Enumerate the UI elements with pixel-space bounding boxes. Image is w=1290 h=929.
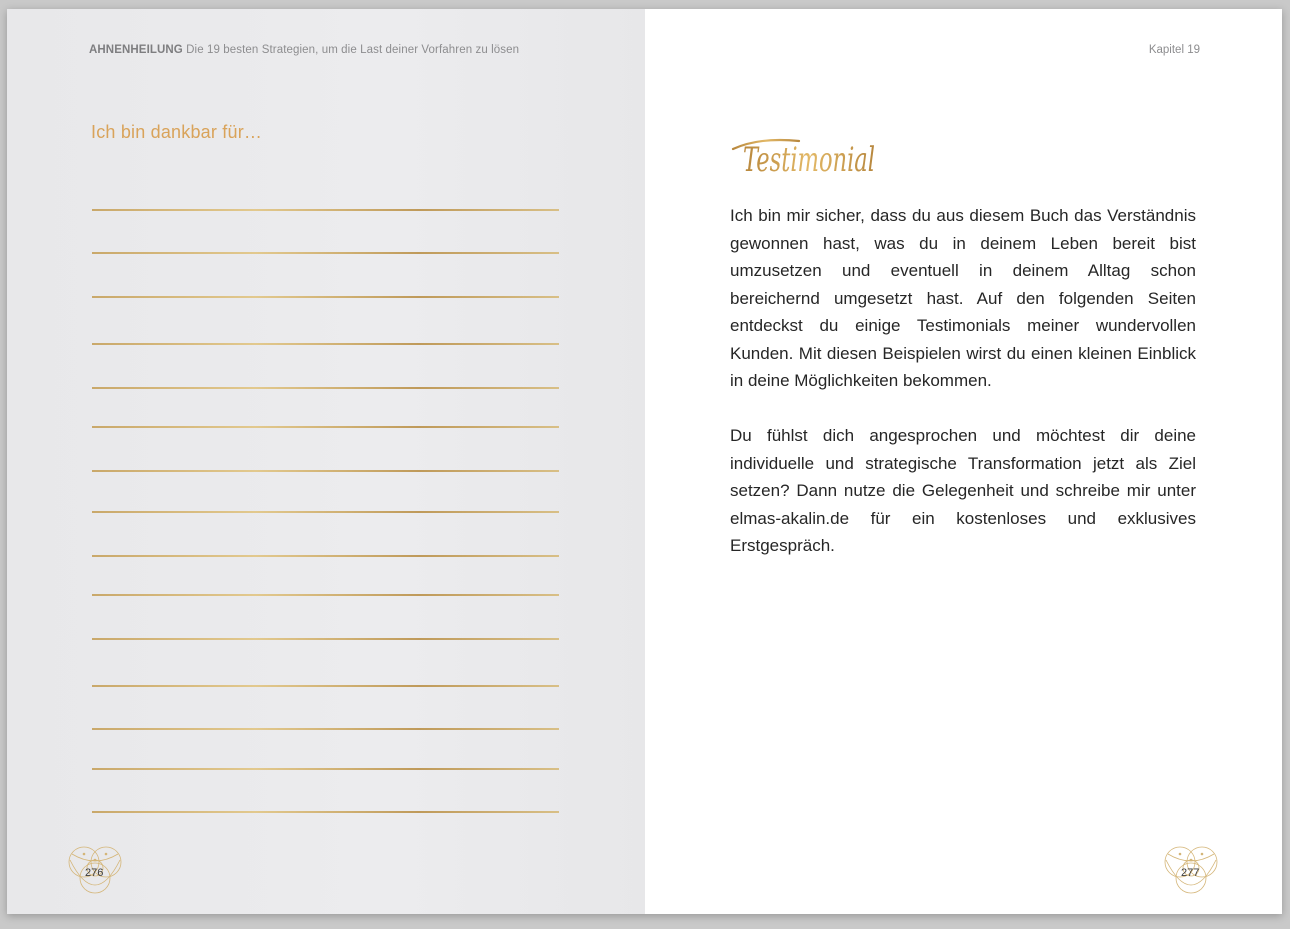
writing-line: [92, 811, 559, 813]
writing-line: [92, 555, 559, 557]
paragraph-1: Ich bin mir sicher, dass du aus diesem Buch das Verständnis gewonnen hast, was du in deinem Leben bereit bist umzusetzen und eventuell in deinem Alltag schon bereichernd umgesetzt hast. Auf den folgenden Seiten entdeckst du einige Testimonials meiner wundervollen Kunden. Mit diesen Beispielen wirst du einen kleinen Einblick in deine Möglichkeiten bekommen.: [730, 206, 1196, 390]
gratitude-prompt-title: Ich bin dankbar für…: [91, 122, 263, 142]
chapter-label: Kapitel 19: [1148, 44, 1200, 56]
paragraph-2: Du fühlst dich angesprochen und möchtest dir deine individuelle und strategische Transformation jetzt als Ziel setzen? Dann nutze die Gelegenheit und schreibe mir unter elmas-akalin.de für ein kostenloses und exklusives Erstgespräch.: [730, 426, 1196, 555]
testimonial-body: [730, 202, 1196, 587]
writing-line: [92, 511, 559, 513]
writing-line: [92, 638, 559, 640]
writing-line: [92, 343, 559, 345]
writing-line: [92, 470, 559, 472]
right-page: [645, 9, 1282, 914]
writing-line: [92, 685, 559, 687]
running-head-brand: AHNENHEILUNG: [89, 44, 183, 56]
writing-line: [92, 768, 559, 770]
writing-line: [92, 252, 559, 254]
page-number-left: 276: [85, 867, 104, 879]
page-number-right: 277: [1181, 867, 1200, 879]
writing-line: [92, 387, 559, 389]
writing-line: [92, 594, 559, 596]
writing-line: [92, 426, 559, 428]
writing-lines: [92, 9, 559, 914]
book-spread: [7, 9, 1282, 914]
writing-line: [92, 209, 559, 211]
testimonial-heading-text: Testimonial: [743, 140, 875, 180]
running-head-subtitle: Die 19 besten Strategien, um die Last deiner Vorfahren zu lösen: [186, 44, 520, 56]
writing-line: [92, 296, 559, 298]
testimonial-heading: [729, 127, 889, 189]
left-page: [7, 9, 645, 914]
writing-line: [92, 728, 559, 730]
